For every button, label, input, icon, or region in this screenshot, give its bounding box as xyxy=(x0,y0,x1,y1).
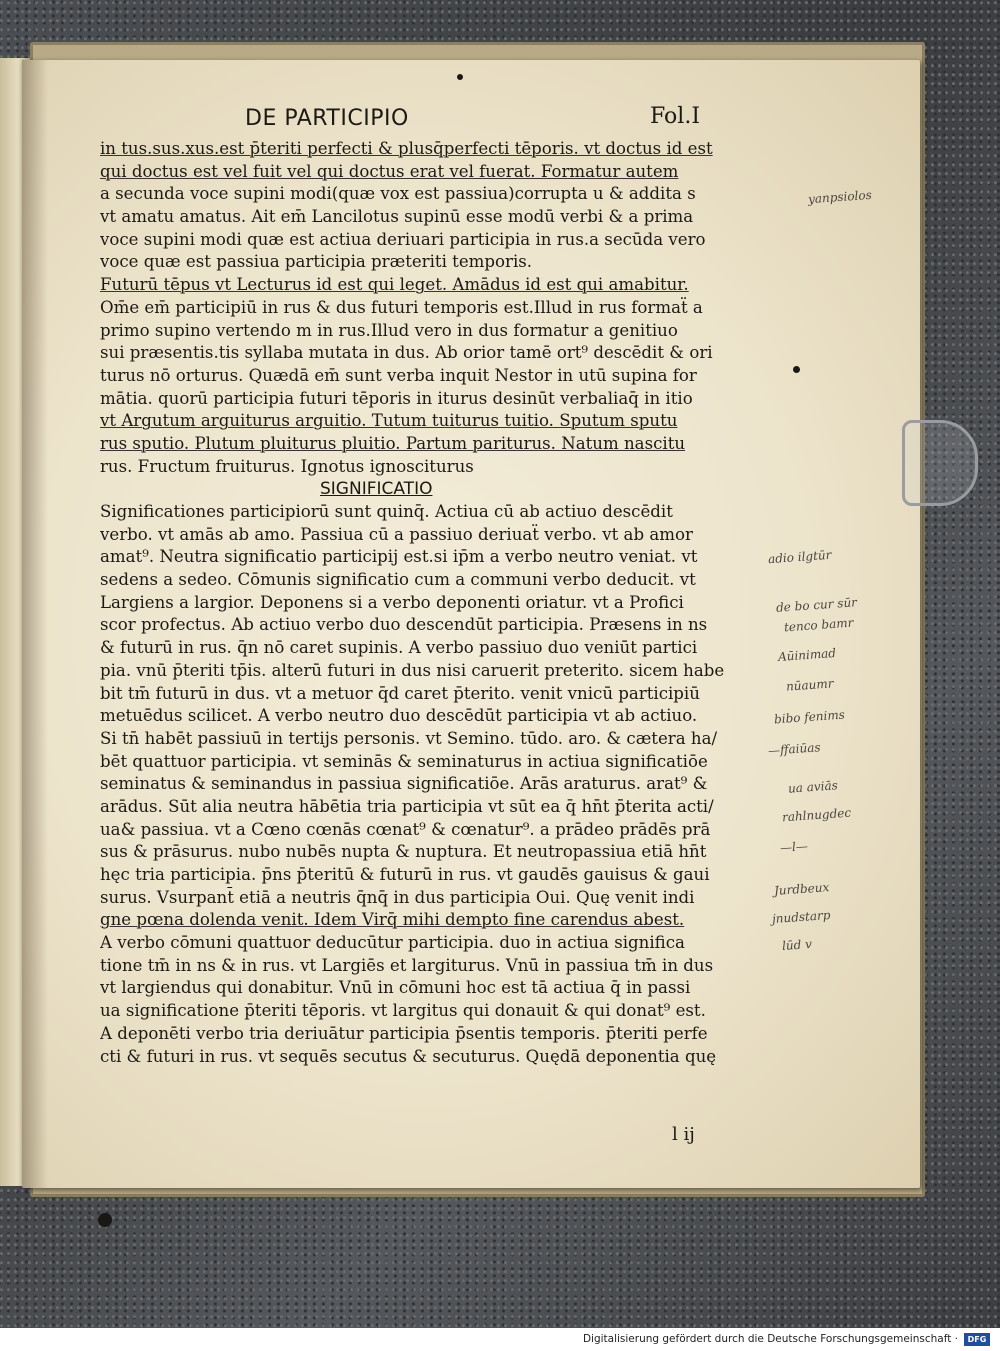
running-head: DE PARTICIPIO xyxy=(245,106,409,131)
text-line: amat⁹. Neutra significatio participij est.si ip̄m a verbo neutro veniat. vt xyxy=(100,547,698,567)
margin-note: rahlnugdec xyxy=(781,805,852,825)
margin-note: —l— xyxy=(779,839,809,855)
text-line: Futurū tēpus vt Lecturus id est qui leget. Amādus id est qui amabitur. xyxy=(100,275,689,295)
signature-mark: l ij xyxy=(672,1124,695,1145)
text-line: verbo. vt amās ab amo. Passiua cū a passiuo deriuaẗ verbo. vt ab amor xyxy=(100,524,693,544)
ink-spot xyxy=(98,1213,112,1227)
text-line: seminatus & seminandus in passiua significatiōe. Arās araturus. arat⁹ & xyxy=(100,774,708,794)
ink-spot xyxy=(793,366,800,373)
text-line: hęc tria participia. p̄ns p̄teritū & futurū in rus. vt gaudēs gauisus & gaui xyxy=(100,865,710,884)
margin-note: lūd v xyxy=(781,936,813,954)
text-line: bit tm̄ futurū in dus. vt a metuor q̄d caret p̄terito. venit vnicū participiū xyxy=(100,683,700,703)
text-line: rus. Fructum fruiturus. Ignotus ignosciturus xyxy=(100,456,474,476)
text-line: pia. vnū p̄teriti tp̄is. alterū futuri in dus nisi caruerit preterito. sicem habe xyxy=(100,660,725,680)
text-line: vt Argutum arguiturus arguitio. Tutum tuiturus tuitio. Sputum sputu xyxy=(100,411,678,431)
footer-credit: Digitalisierung gefördert durch die Deutsche Forschungsgemeinschaft · xyxy=(582,1333,958,1345)
ink-spot xyxy=(457,74,463,80)
footer-bar xyxy=(0,1328,1000,1351)
dfg-logo: DFG xyxy=(964,1333,990,1346)
margin-note: yanpsiolos xyxy=(807,187,873,207)
text-line: arādus. Sūt alia neutra hābētia tria participia vt sūt ea q̄ hn̄t p̄terita acti/ xyxy=(100,796,714,816)
text-line: mātia. quorū participia futuri tēporis in iturus desinūt verbaliaq̄ in itio xyxy=(100,388,693,408)
folio-number: Fol.I xyxy=(650,104,701,129)
margin-note: Jurdbeux xyxy=(773,880,830,898)
margin-note: adio ilgtūr xyxy=(767,547,832,567)
text-line: sui præsentis.tis syllaba mutata in dus. Ab orior tamē ort⁹ descēdit & ori xyxy=(100,343,713,363)
text-line: Si tn̄ habēt passiuū in tertijs personis. vt Semino. tūdo. aro. & cætera ha/ xyxy=(100,728,718,748)
text-line: a secunda voce supini modi(quæ vox est passiua)corrupta u & addita s xyxy=(100,184,696,204)
text-line: ua& passiua. vt a Cœno cœnās cœnat⁹ & cœnatur⁹. a prādeo prādēs prā xyxy=(100,819,711,839)
text-line: turus nō orturus. Quædā em̄ sunt verba inquit Nestor in utū supina for xyxy=(100,365,697,385)
text-line: voce supini modi quæ est actiua deriuari participia in rus.a secūda vero xyxy=(100,229,706,249)
text-line: voce quæ est passiua participia præteriti temporis. xyxy=(100,252,533,272)
text-line: primo supino vertendo m in rus.Illud vero in dus formatur a genitiuo xyxy=(100,320,678,340)
margin-note: nūaumr xyxy=(785,676,834,694)
text-line: Om̄e em̄ participiū in rus & dus futuri temporis est.Illud in rus formaẗ a xyxy=(100,297,703,317)
text-line: vt amatu amatus. Ait em̄ Lancilotus supinū esse modū verbi & a prima xyxy=(100,207,694,227)
text-line: cti & futuri in rus. vt sequēs secutus & secuturus. Quędā deponentia quę xyxy=(100,1046,717,1066)
margin-note: jnudstarp xyxy=(771,907,831,927)
text-line: vt largiendus qui donabitur. Vnū in cōmuni hoc est tā actiua q̄ in passi xyxy=(100,978,691,998)
text-line: ua significatione p̄teriti tēporis. vt largitus qui donauit & qui donat⁹ est. xyxy=(100,1001,706,1021)
text-line: qui doctus est vel fuit vel qui doctus erat vel fuerat. Formatur autem xyxy=(100,161,679,181)
margin-note: bibo fenims xyxy=(773,707,846,727)
text-line: Largiens a largior. Deponens si a verbo deponenti oriatur. vt a Profici xyxy=(100,592,684,612)
text-line: sedens a sedeo. Cōmunis significatio cum a communi verbo deducit. vt xyxy=(100,570,696,590)
section-heading: SIGNIFICATIO xyxy=(320,479,433,500)
text-line: sus & prāsurus. nubo nubēs nupta & nuptura. Et neutropassiua etiā hn̄t xyxy=(100,842,707,862)
text-line: gne pœna dolenda venit. Idem Virq̄ mihi dempto fine carendus abest. xyxy=(100,910,685,930)
gutter-shadow xyxy=(22,60,48,1188)
margin-note: Aūinimad xyxy=(777,645,837,665)
margin-note: ua aviās xyxy=(787,778,839,796)
text-line: in tus.sus.xus.est p̄teriti perfecti & plusq̄perfecti tēporis. vt doctus id est xyxy=(100,139,713,158)
text-line: & futurū in rus. q̄n nō caret supinis. A verbo passiuo duo veniūt partici xyxy=(100,638,698,658)
text-block xyxy=(100,138,766,1068)
text-line: rus sputio. Plutum pluiturus pluitio. Partum pariturus. Natum nascitu xyxy=(100,433,686,453)
margin-note: de bo cur sūr xyxy=(775,595,858,615)
margin-note: —ffaiūas xyxy=(767,740,821,758)
margin-note: tenco bamr xyxy=(783,615,854,635)
text-line: metuēdus scilicet. A verbo neutro duo descēdūt participia vt ab actiuo. xyxy=(100,706,698,726)
text-line: scor profectus. Ab actiuo verbo duo descendūt participia. Præsens in ns xyxy=(100,615,708,635)
text-line: A deponēti verbo tria deriuātur participia p̄sentis temporis. p̄teriti perfe xyxy=(100,1023,708,1043)
text-line: A verbo cōmuni quattuor deducūtur participia. duo in actiua significa xyxy=(100,933,685,953)
text-line: bēt quattuor participia. vt seminās & seminaturus in actiua significatiōe xyxy=(100,751,708,771)
text-line: tione tm̄ in ns & in rus. vt Largiēs et largiturus. Vnū in passiua tm̄ in dus xyxy=(100,955,714,975)
page-clip xyxy=(902,420,978,506)
text-line: Significationes participiorū sunt quinq̄. Actiua cū ab actiuo descēdit xyxy=(100,502,673,521)
text-line: surus. Vsurpant̄ etiā a neutris q̄nq̄ in dus participia Oui. Quę venit indi xyxy=(100,887,695,907)
